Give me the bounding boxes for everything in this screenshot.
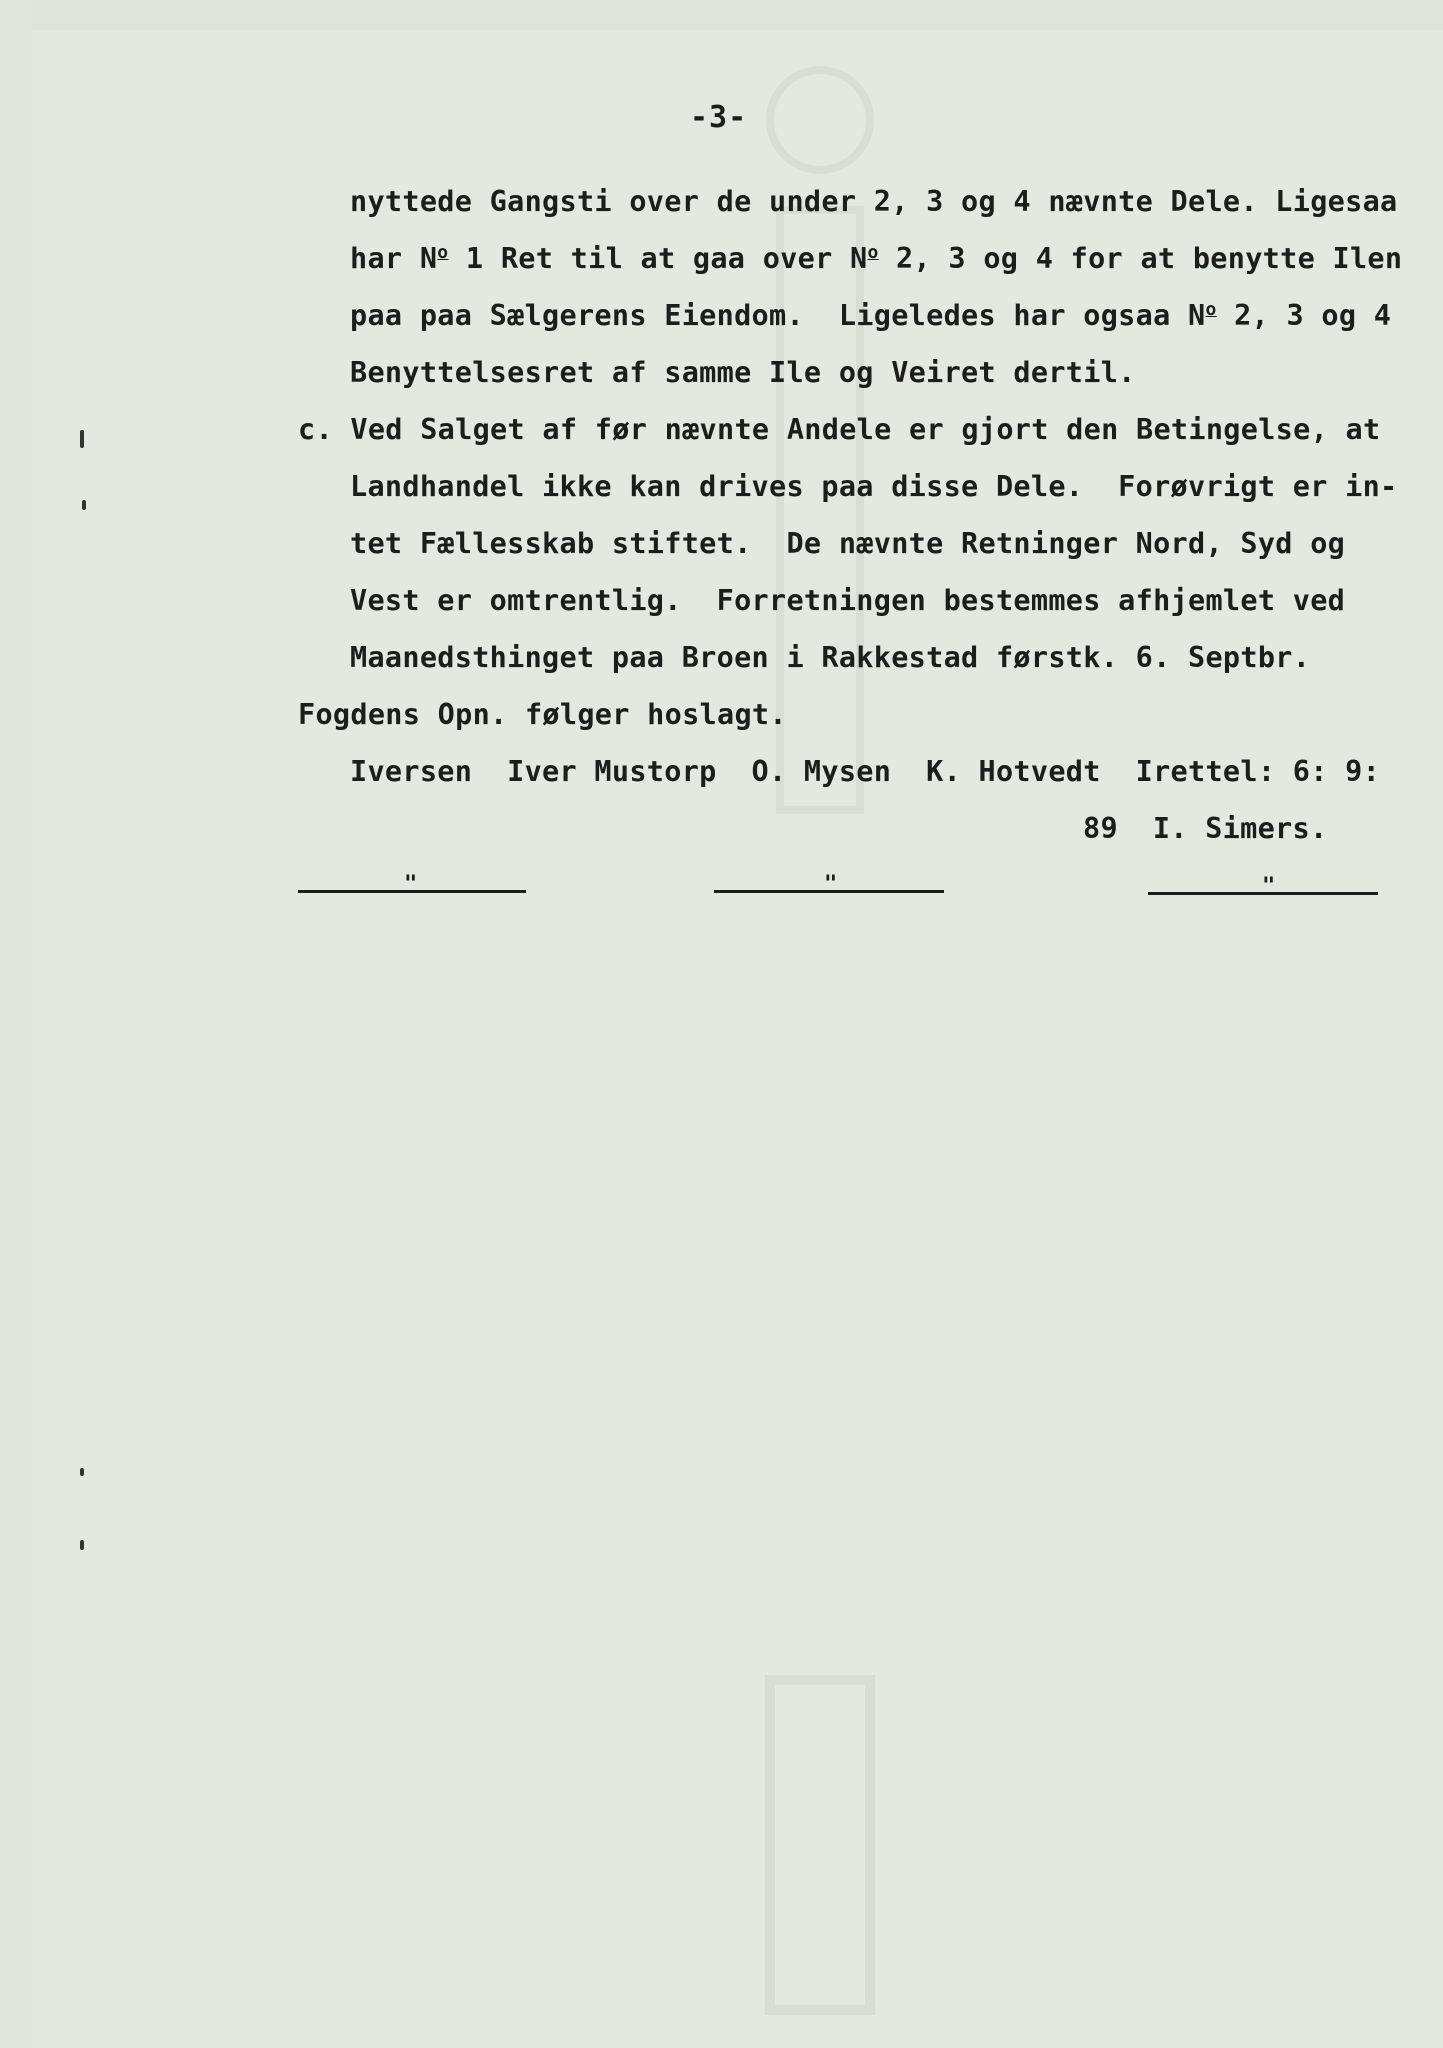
signature-line: Iversen Iver Mustorp O. Mysen K. Hotvedt Irettel: 6: 9: bbox=[350, 755, 1381, 788]
text-line: Vest er omtrentlig. Forretningen bestemmes afhjemlet ved bbox=[350, 584, 1346, 617]
signature-line: 89 I. Simers. bbox=[1083, 812, 1328, 845]
scan-border-left bbox=[0, 0, 32, 2048]
ditto-mark: " bbox=[824, 872, 838, 897]
text-line: Maanedsthinget paa Broen i Rakkestad førstk. 6. Septbr. bbox=[350, 641, 1311, 674]
margin-mark bbox=[82, 500, 86, 510]
text-line: nyttede Gangsti over de under 2, 3 og 4 nævnte Dele. Ligesaa bbox=[350, 185, 1398, 218]
stamp-watermark bbox=[740, 60, 900, 2020]
scan-border-top bbox=[0, 0, 1443, 30]
text-line: paa paa Sælgerens Eiendom. Ligeledes har ogsaa $N^o$ 2, 3 og 4 bbox=[350, 299, 1392, 332]
text-line: har $N^o$ 1 Ret til at gaa over $N^o$ 2, 3 og 4 for at benytte Ilen bbox=[350, 242, 1403, 275]
ditto-mark: " bbox=[404, 872, 418, 897]
ditto-mark: " bbox=[1262, 874, 1276, 899]
page-number: -3- bbox=[690, 100, 748, 135]
margin-mark bbox=[80, 430, 84, 448]
text-line: Benyttelsesret af samme Ile og Veiret dertil. bbox=[350, 356, 1136, 389]
text-line: tet Fællesskab stiftet. De nævnte Retninger Nord, Syd og bbox=[350, 527, 1346, 560]
text-line: Landhandel ikke kan drives paa disse Dele. Forøvrigt er in- bbox=[350, 470, 1398, 503]
text-line: c. Ved Salget af før nævnte Andele er gjort den Betingelse, at bbox=[298, 413, 1381, 446]
text-line: Fogdens Opn. følger hoslagt. bbox=[298, 698, 787, 731]
margin-mark bbox=[80, 1468, 84, 1476]
margin-mark bbox=[80, 1540, 84, 1550]
